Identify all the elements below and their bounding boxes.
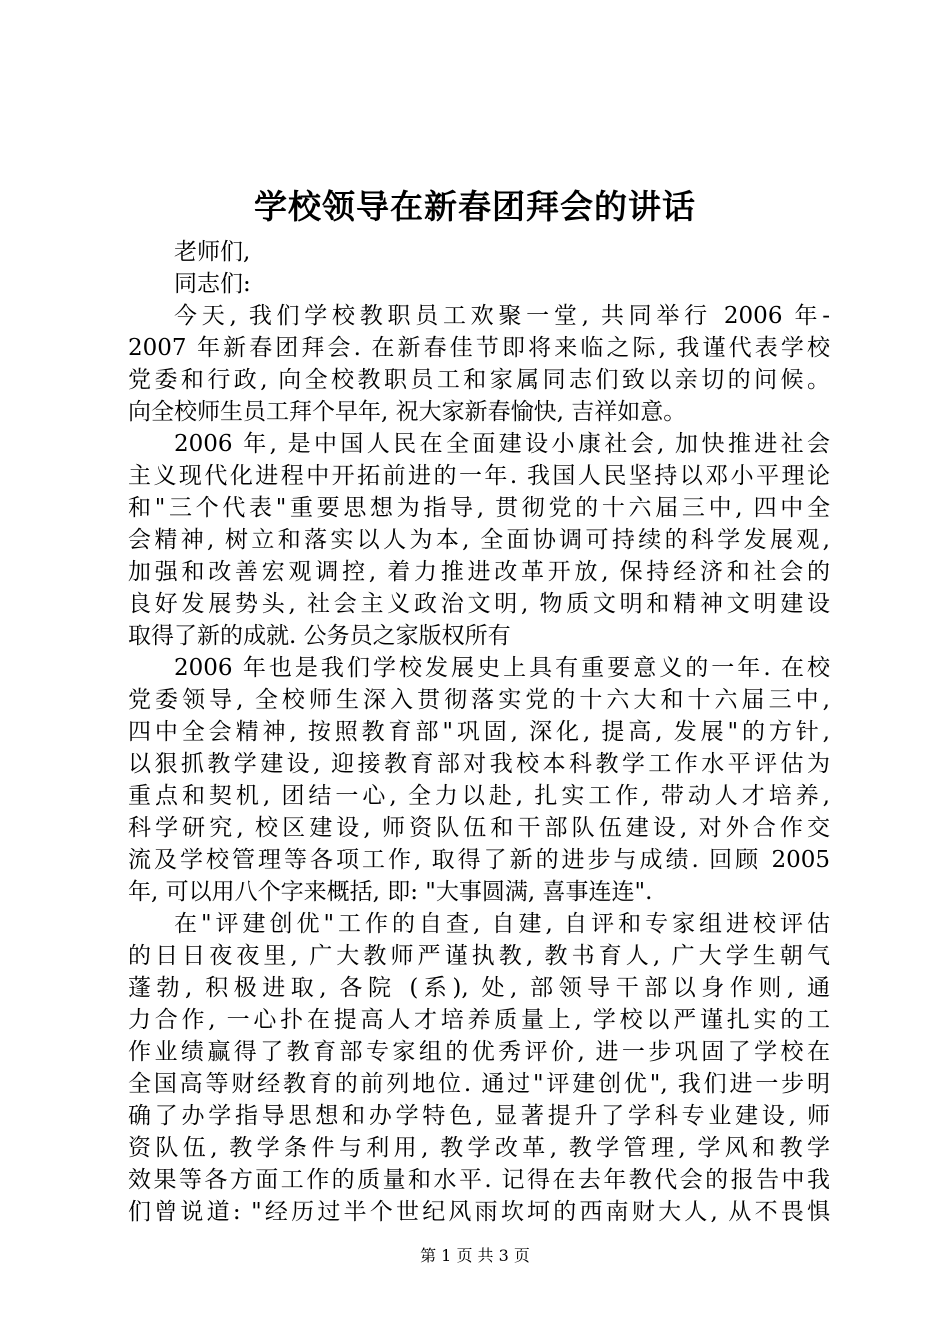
document-title: 学校领导在新春团拜会的讲话 [254,187,696,226]
text-line: 四中全会精神, 按照教育部"巩固, 深化, 提高, 发展"的方针, [128,719,830,745]
text-line: 今天, 我们学校教职员工欢聚一堂, 共同举行 2006 年- [174,303,830,329]
text-line: 党委领导, 全校师生深入贯彻落实党的十六大和十六届三中, [128,687,830,713]
text-line: 的日日夜夜里, 广大教师严谨执教, 教书育人, 广大学生朝气 [128,943,830,969]
text-line: 向全校师生员工拜个早年, 祝大家新春愉快, 吉祥如意。 [128,399,687,425]
text-line: 取得了新的成就. 公务员之家版权所有 [128,623,511,649]
text-line: 同志们: [174,271,251,297]
text-line: 流及学校管理等各项工作, 取得了新的进步与成绩. 回顾 2005 [128,847,830,873]
text-line: 加强和改善宏观调控, 着力推进改革开放, 保持经济和社会的 [128,559,830,585]
text-line: 2006 年也是我们学校发展史上具有重要意义的一年. 在校 [174,655,830,681]
text-line: 全国高等财经教育的前列地位. 通过"评建创优", 我们进一步明 [128,1071,830,1097]
text-line: 蓬勃, 积极进取, 各院 (系), 处, 部领导干部以身作则, 通 [128,975,830,1001]
text-line: 在"评建创优"工作的自查, 自建, 自评和专家组进校评估 [174,911,830,937]
text-line: 主义现代化进程中开拓前进的一年. 我国人民坚持以邓小平理论 [128,463,830,489]
text-line: 良好发展势头, 社会主义政治文明, 物质文明和精神文明建设 [128,591,830,617]
text-line: 和"三个代表"重要思想为指导, 贯彻党的十六届三中, 四中全 [128,495,830,521]
text-line: 2007 年新春团拜会. 在新春佳节即将来临之际, 我谨代表学校 [128,335,830,361]
text-line: 以狠抓教学建设, 迎接教育部对我校本科教学工作水平评估为 [128,751,830,777]
text-line: 效果等各方面工作的质量和水平. 记得在去年教代会的报告中我 [128,1167,830,1193]
text-line: 资队伍, 教学条件与利用, 教学改革, 教学管理, 学风和教学 [128,1135,830,1161]
page-footer: 第 1 页 共 3 页 [420,1246,530,1265]
text-line: 重点和契机, 团结一心, 全力以赴, 扎实工作, 带动人才培养, [128,783,830,809]
text-line: 会精神, 树立和落实以人为本, 全面协调可持续的科学发展观, [128,527,830,553]
text-line: 2006 年, 是中国人民在全面建设小康社会, 加快推进社会 [174,431,830,457]
text-line: 们曾说道: "经历过半个世纪风雨坎坷的西南财大人, 从不畏惧 [128,1199,830,1225]
text-line: 党委和行政, 向全校教职员工和家属同志们致以亲切的问候。 [128,367,830,393]
text-line: 老师们, [174,239,251,265]
text-line: 力合作, 一心扑在提高人才培养质量上, 学校以严谨扎实的工 [128,1007,830,1033]
text-line: 科学研究, 校区建设, 师资队伍和干部队伍建设, 对外合作交 [128,815,830,841]
text-line: 确了办学指导思想和办学特色, 显著提升了学科专业建设, 师 [128,1103,830,1129]
text-line: 年, 可以用八个字来概括, 即: "大事圆满, 喜事连连". [128,879,653,905]
text-line: 作业绩赢得了教育部专家组的优秀评价, 进一步巩固了学校在 [128,1039,830,1065]
document-body [128,236,830,1228]
